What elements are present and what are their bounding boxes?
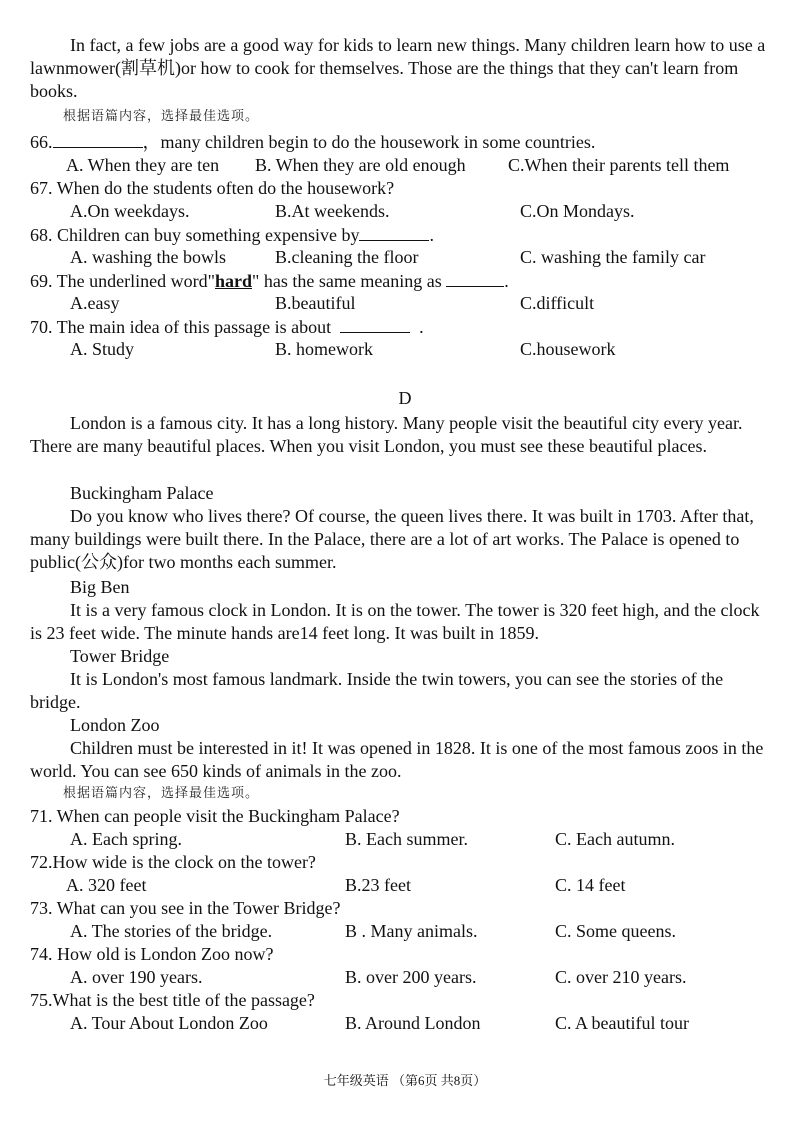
option-a[interactable]: A. washing the bowls [70,247,226,267]
option-c[interactable]: C.When their parents tell them [508,155,730,175]
option-b[interactable]: B. When they are old enough [255,155,466,175]
question-70 [30,315,424,339]
option-c[interactable]: C. A beautiful tour [555,1013,689,1033]
option-b[interactable]: B. homework [275,339,373,359]
paragraph-london-zoo: Children must be interested in it! It was opened in 1828. It is one of the most famous zoos in the world. You can see 650 kinds of animals in the zoo. [30,738,764,782]
option-b[interactable]: B.beautiful [275,293,356,313]
instruction-hint: 根据语篇内容，选择最佳选项。 [63,108,260,123]
option-a[interactable]: A.easy [70,293,120,313]
answer-blank[interactable] [340,315,410,333]
paragraph-buckingham-palace: Do you know who lives there? Of course, the queen lives there. It was built in 1703. After that, many buildings were built there. In the Palace, there are a lot of art works. The Palace is opened to public(公众)for two months each summer. [30,506,754,573]
option-b[interactable]: B . Many animals. [345,921,478,941]
question-73: 73. What can you see in the Tower Bridge? [30,898,341,918]
option-a[interactable]: A.On weekdays. [70,201,190,221]
option-c[interactable]: C. Each autumn. [555,829,675,849]
subheading-big-ben: Big Ben [70,577,130,597]
section-heading: D [398,388,412,408]
passage-intro: London is a famous city. It has a long history. Many people visit the beautiful city every year. There are many beautiful places. When you visit London, you must see these beautiful places. [30,413,743,457]
option-c[interactable]: C.difficult [520,293,595,313]
question-text: " has the same meaning as [252,271,442,291]
option-c[interactable]: C. 14 feet [555,875,626,895]
question-text: 70. The main idea of this passage is about [30,317,332,337]
option-c[interactable]: C. Some queens. [555,921,676,941]
answer-blank[interactable] [53,130,143,148]
option-b[interactable]: B.23 feet [345,875,411,895]
option-c[interactable]: C. over 210 years. [555,967,687,987]
underlined-word: hard [214,271,252,291]
paragraph-big-ben: It is a very famous clock in London. It is on the tower. The tower is 320 feet high, and the clock is 23 feet wide. The minute hands are14 feet long. It was built in 1859. [30,600,760,644]
option-a[interactable]: A. Study [70,339,135,359]
question-text: 69. The underlined word" [30,271,215,291]
question-end: . [504,271,509,291]
option-b[interactable]: B. Around London [345,1013,481,1033]
question-72: 72.How wide is the clock on the tower? [30,852,316,872]
option-a[interactable]: A. 320 feet [66,875,147,895]
option-a[interactable]: A. Tour About London Zoo [70,1013,268,1033]
question-text: 68. Children can buy something expensive by [30,225,360,245]
answer-blank[interactable] [359,223,429,241]
subheading-tower-bridge: Tower Bridge [70,646,170,666]
page-footer: 七年级英语 （第6页 共8页） [323,1073,487,1088]
option-b[interactable]: B. over 200 years. [345,967,477,987]
option-c[interactable]: C.housework [520,339,616,359]
subheading-buckingham-palace: Buckingham Palace [70,483,214,503]
instruction-hint: 根据语篇内容，选择最佳选项。 [63,785,260,800]
option-a[interactable]: A. The stories of the bridge. [70,921,273,941]
option-a[interactable]: A. over 190 years. [70,967,203,987]
intro-paragraph: In fact, a few jobs are a good way for kids to learn new things. Many children learn how to use a lawnmower(割草机)or how to cook for themselves. Those are the things that they can't learn from books. [30,35,766,102]
answer-blank[interactable] [446,269,504,287]
question-number: 66. [30,132,53,152]
option-c[interactable]: C.On Mondays. [520,201,635,221]
subheading-london-zoo: London Zoo [70,715,160,735]
question-text: ，many children begin to do the housework in some countries. [142,132,596,152]
question-71: 71. When can people visit the Buckingham Palace? [30,806,400,826]
question-end: . [429,225,434,245]
option-b[interactable]: B. Each summer. [345,829,468,849]
question-69 [30,269,509,293]
option-b[interactable]: B.At weekends. [275,201,390,221]
option-a[interactable]: A. When they are ten [66,155,220,175]
question-74: 74. How old is London Zoo now? [30,944,274,964]
question-68 [30,223,434,247]
question-end: . [419,317,424,337]
option-a[interactable]: A. Each spring. [70,829,182,849]
option-b[interactable]: B.cleaning the floor [275,247,419,267]
question-67: 67. When do the students often do the housework? [30,178,395,198]
question-75: 75.What is the best title of the passage? [30,990,315,1010]
question-66 [30,130,595,154]
option-c[interactable]: C. washing the family car [520,247,706,267]
paragraph-tower-bridge: It is London's most famous landmark. Inside the twin towers, you can see the stories of the bridge. [30,669,724,713]
